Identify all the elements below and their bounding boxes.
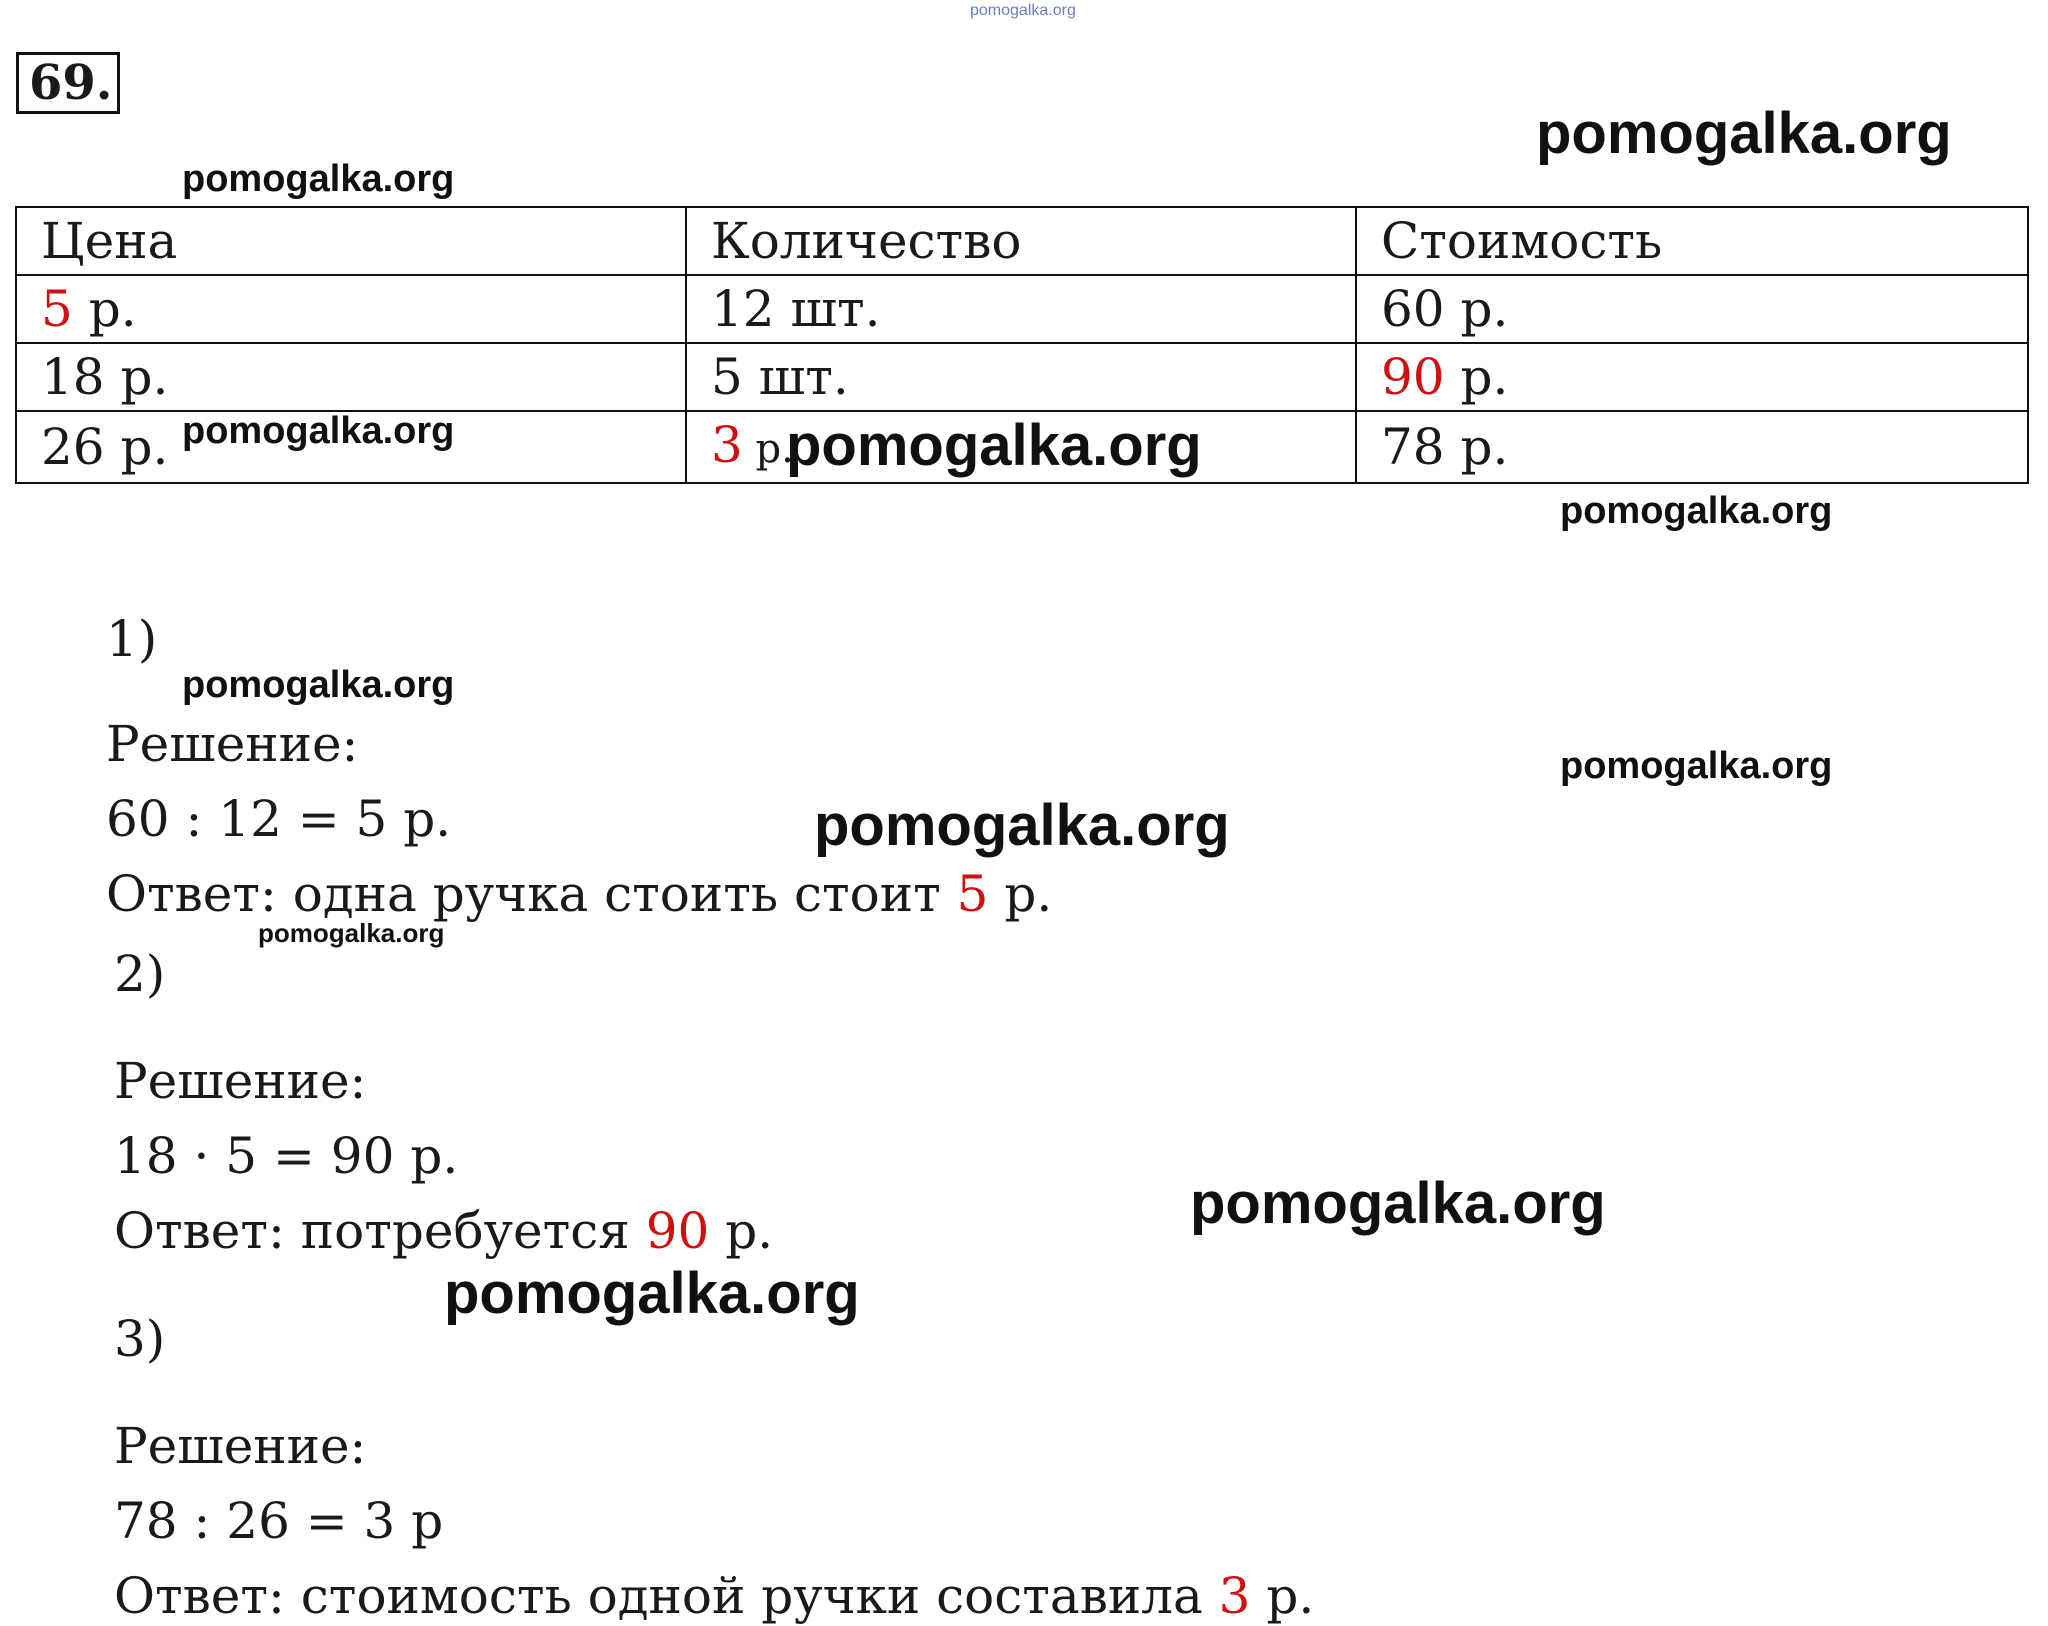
- unit: р.: [1444, 348, 1509, 406]
- part-3-answer: [114, 1567, 1314, 1625]
- unit: р.: [742, 426, 794, 472]
- watermark: pomogalka.org: [1560, 490, 1833, 532]
- answer-unit: р.: [709, 1202, 774, 1260]
- table-header-cell: Стоимость: [1356, 207, 2028, 275]
- part-2-answer: [114, 1202, 773, 1260]
- watermark: pomogalka.org: [182, 664, 455, 706]
- watermark: pomogalka.org: [1190, 1171, 1606, 1236]
- part-2-equation: 18 · 5 = 90 р.: [114, 1127, 459, 1185]
- table-row: [16, 275, 2028, 343]
- answer-value: 90: [645, 1202, 710, 1260]
- highlighted-value: 90: [1381, 348, 1445, 406]
- watermark: pomogalka.org: [1536, 101, 1952, 166]
- part-2-label: 2): [114, 945, 166, 1003]
- table-row: [16, 343, 2028, 411]
- table-cell: 18 р.: [16, 343, 686, 411]
- task-number-box: 69.: [16, 52, 120, 114]
- watermark: pomogalka.org: [258, 918, 445, 948]
- answer-value: 5: [956, 865, 989, 923]
- part-3-equation: 78 : 26 = 3 р: [114, 1492, 444, 1550]
- watermark: pomogalka.org: [814, 793, 1230, 858]
- highlighted-value: 5: [41, 280, 73, 338]
- tiny-watermark: pomogalka.org: [970, 2, 1076, 19]
- answer-unit: р.: [1250, 1567, 1315, 1625]
- watermark: pomogalka.org: [1560, 745, 1833, 787]
- answer-text: Ответ: потребуется: [114, 1202, 646, 1260]
- part-1-label: 1): [106, 610, 158, 668]
- table-cell: 60 р.: [1356, 275, 2028, 343]
- table-cell: 26 р.: [16, 411, 686, 483]
- part-3-solution-label: Решение:: [114, 1417, 367, 1475]
- table-cell: 78 р.: [1356, 411, 2028, 483]
- highlighted-value: 3: [711, 416, 743, 474]
- unit: р.: [72, 280, 137, 338]
- part-3-label: 3): [114, 1310, 166, 1368]
- part-1-equation: 60 : 12 = 5 р.: [106, 790, 452, 848]
- table-header-cell: Цена: [16, 207, 686, 275]
- answer-unit: р.: [988, 865, 1053, 923]
- table-header-row: [16, 207, 2028, 275]
- answer-value: 3: [1218, 1567, 1251, 1625]
- table-header-cell: Количество: [686, 207, 1356, 275]
- answer-text: Ответ: стоимость одной ручки составила: [114, 1567, 1219, 1625]
- table-cell: [1356, 343, 2028, 411]
- part-2-solution-label: Решение:: [114, 1052, 367, 1110]
- watermark: pomogalka.org: [182, 158, 455, 200]
- watermark: pomogalka.org: [444, 1261, 860, 1326]
- watermark: pomogalka.org: [182, 410, 455, 452]
- table-cell: [16, 275, 686, 343]
- answer-text: Ответ: одна ручка стоить стоит: [106, 865, 957, 923]
- part-1-solution-label: Решение:: [106, 715, 359, 773]
- table-cell: 5 шт.: [686, 343, 1356, 411]
- table-cell: 12 шт.: [686, 275, 1356, 343]
- part-1-answer: [106, 865, 1052, 923]
- watermark: pomogalka.org: [786, 413, 1202, 478]
